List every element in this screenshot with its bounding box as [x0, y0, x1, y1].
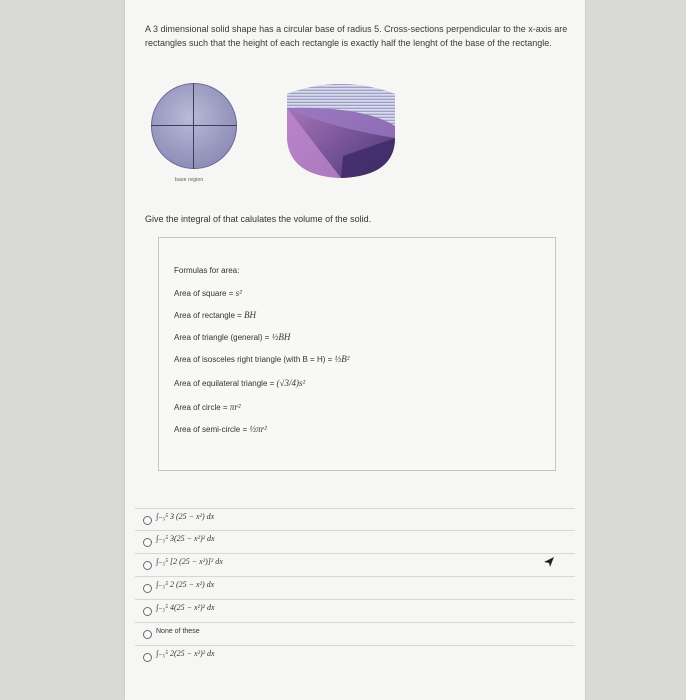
option-label: ∫₋₅⁵ 3(25 − x²)² dx — [156, 534, 215, 543]
answer-option-1[interactable] — [135, 508, 575, 531]
formula-label: Area of square = — [174, 289, 236, 298]
answer-option-6[interactable] — [135, 622, 575, 645]
formula-expr: ½πr² — [249, 424, 267, 434]
option-label: ∫₋₅⁵ 3 (25 − x²) dx — [156, 512, 215, 521]
question-text: A 3 dimensional solid shape has a circular base of radius 5. Cross-sections perpendicular to the x-axis are rectangles such that the height of each rectangle is exactly half the lenght of the base of the rectangle. — [145, 24, 568, 48]
formula-triangle — [174, 332, 290, 342]
formula-label: Area of circle = — [174, 403, 230, 412]
option-label: ∫₋₅⁵ 4(25 − x²)² dx — [156, 603, 215, 612]
option-label: None of these — [156, 628, 200, 635]
instruction-text: Give the integral of that calulates the volume of the solid. — [145, 214, 372, 224]
formula-box — [158, 237, 556, 471]
formula-isosceles-right-triangle — [174, 354, 349, 364]
option-label: ∫₋₅⁵ [2 (25 − x²)]² dx — [156, 557, 223, 566]
formula-label: Area of equilateral triangle = — [174, 379, 277, 388]
radio-button[interactable] — [143, 630, 152, 639]
radio-button[interactable] — [143, 653, 152, 662]
figure-area — [145, 76, 575, 186]
formula-circle — [174, 402, 241, 412]
formula-heading: Formulas for area: — [174, 266, 240, 275]
formula-expr: ½B² — [334, 354, 350, 364]
formula-semi-circle — [174, 424, 267, 434]
option-label: ∫₋₅⁵ 2 (25 − x²) dx — [156, 580, 215, 589]
formula-rectangle — [174, 310, 256, 320]
formula-label: Area of semi-circle = — [174, 425, 250, 434]
formula-square — [174, 288, 242, 298]
mouse-pointer-icon — [543, 556, 555, 568]
answer-option-2[interactable] — [135, 530, 575, 553]
question-page — [125, 0, 585, 700]
y-axis-line — [193, 83, 194, 169]
formula-expr: (√3/4)s² — [276, 378, 306, 388]
answer-option-4[interactable] — [135, 576, 575, 599]
formula-label: Area of rectangle = — [174, 311, 245, 320]
answer-option-7[interactable] — [135, 645, 575, 668]
radio-button[interactable] — [143, 584, 152, 593]
solid-3d-image — [283, 76, 399, 180]
answer-option-3[interactable] — [135, 553, 575, 576]
radio-button[interactable] — [143, 538, 152, 547]
formula-label: Area of triangle (general) = — [174, 333, 272, 342]
radio-button[interactable] — [143, 561, 152, 570]
base-region-circle — [151, 83, 237, 169]
answer-option-5[interactable] — [135, 599, 575, 622]
radio-button[interactable] — [143, 607, 152, 616]
x-axis-line — [151, 125, 237, 126]
radio-button[interactable] — [143, 516, 152, 525]
base-region-label: base region — [175, 177, 204, 183]
formula-label: Area of isosceles right triangle (with B = H) = — [174, 355, 335, 364]
formula-expr: ½BH — [271, 332, 291, 342]
formula-expr: s² — [235, 288, 242, 298]
option-label: ∫₋₅⁵ 2(25 − x²)² dx — [156, 649, 215, 658]
formula-expr: πr² — [229, 402, 241, 412]
formula-equilateral-triangle — [174, 378, 305, 388]
formula-expr: BH — [244, 310, 257, 320]
